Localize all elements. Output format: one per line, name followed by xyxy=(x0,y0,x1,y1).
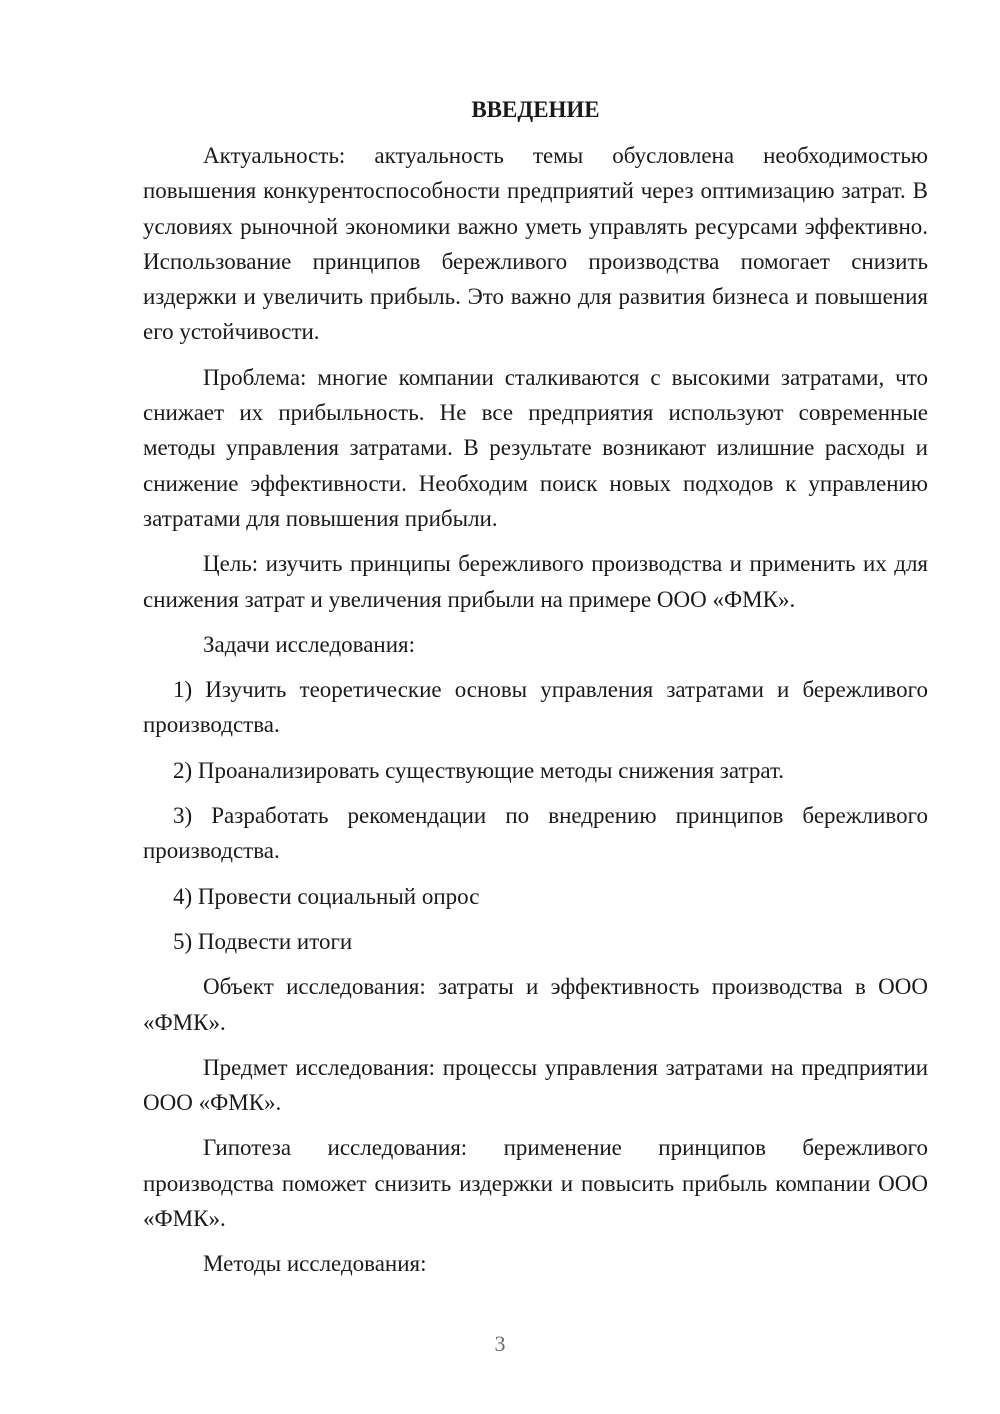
problem-paragraph: Проблема: многие компании сталкиваются с высокими затратами, что снижает их прибыльность. Не все предприятия используют современные методы управления затратами. В результате возникают излишние расходы и снижение эффективности. Необходим поиск новых подходов к управлению затратами для повышения прибыли. xyxy=(143,364,928,531)
relevance-paragraph: Актуальность: актуальность темы обусловлена необходимостью повышения конкурентоспособности предприятий через оптимизацию затрат. В условиях рыночной экономики важно уметь управлять ресурсами эффективно. Использование принципов бережливого производства помогает снизить издержки и увеличить прибыль. Это важно для развития бизнеса и повышения его устойчивости. xyxy=(143,143,928,345)
hypothesis-paragraph: Гипотеза исследования: применение принципов бережливого производства поможет снизить издержки и повысить прибыль компании ООО «ФМК». xyxy=(143,1135,928,1232)
task-item-4: 4) Провести социальный опрос xyxy=(173,883,480,909)
page-number: 3 xyxy=(494,1331,506,1356)
object-paragraph: Объект исследования: затраты и эффективность производства в ООО «ФМК». xyxy=(143,974,928,1035)
document-page xyxy=(143,92,928,1292)
goal-paragraph: Цель: изучить принципы бережливого производства и применить их для снижения затрат и увеличения прибыли на примере ООО «ФМК». xyxy=(143,551,928,612)
subject-paragraph: Предмет исследования: процессы управления затратами на предприятии ООО «ФМК». xyxy=(143,1054,928,1116)
task-item-5: 5) Подвести итоги xyxy=(173,928,353,954)
page-title: ВВЕДЕНИЕ xyxy=(471,97,600,122)
tasks-heading: Задачи исследования: xyxy=(203,631,416,657)
methods-heading: Методы исследования: xyxy=(203,1251,427,1277)
task-item-1: 1) Изучить теоретические основы управления затратами и бережливого производства. xyxy=(143,677,928,738)
task-item-2: 2) Проанализировать существующие методы снижения затрат. xyxy=(173,757,785,783)
task-item-3: 3) Разработать рекомендации по внедрению принципов бережливого производства. xyxy=(143,803,928,864)
